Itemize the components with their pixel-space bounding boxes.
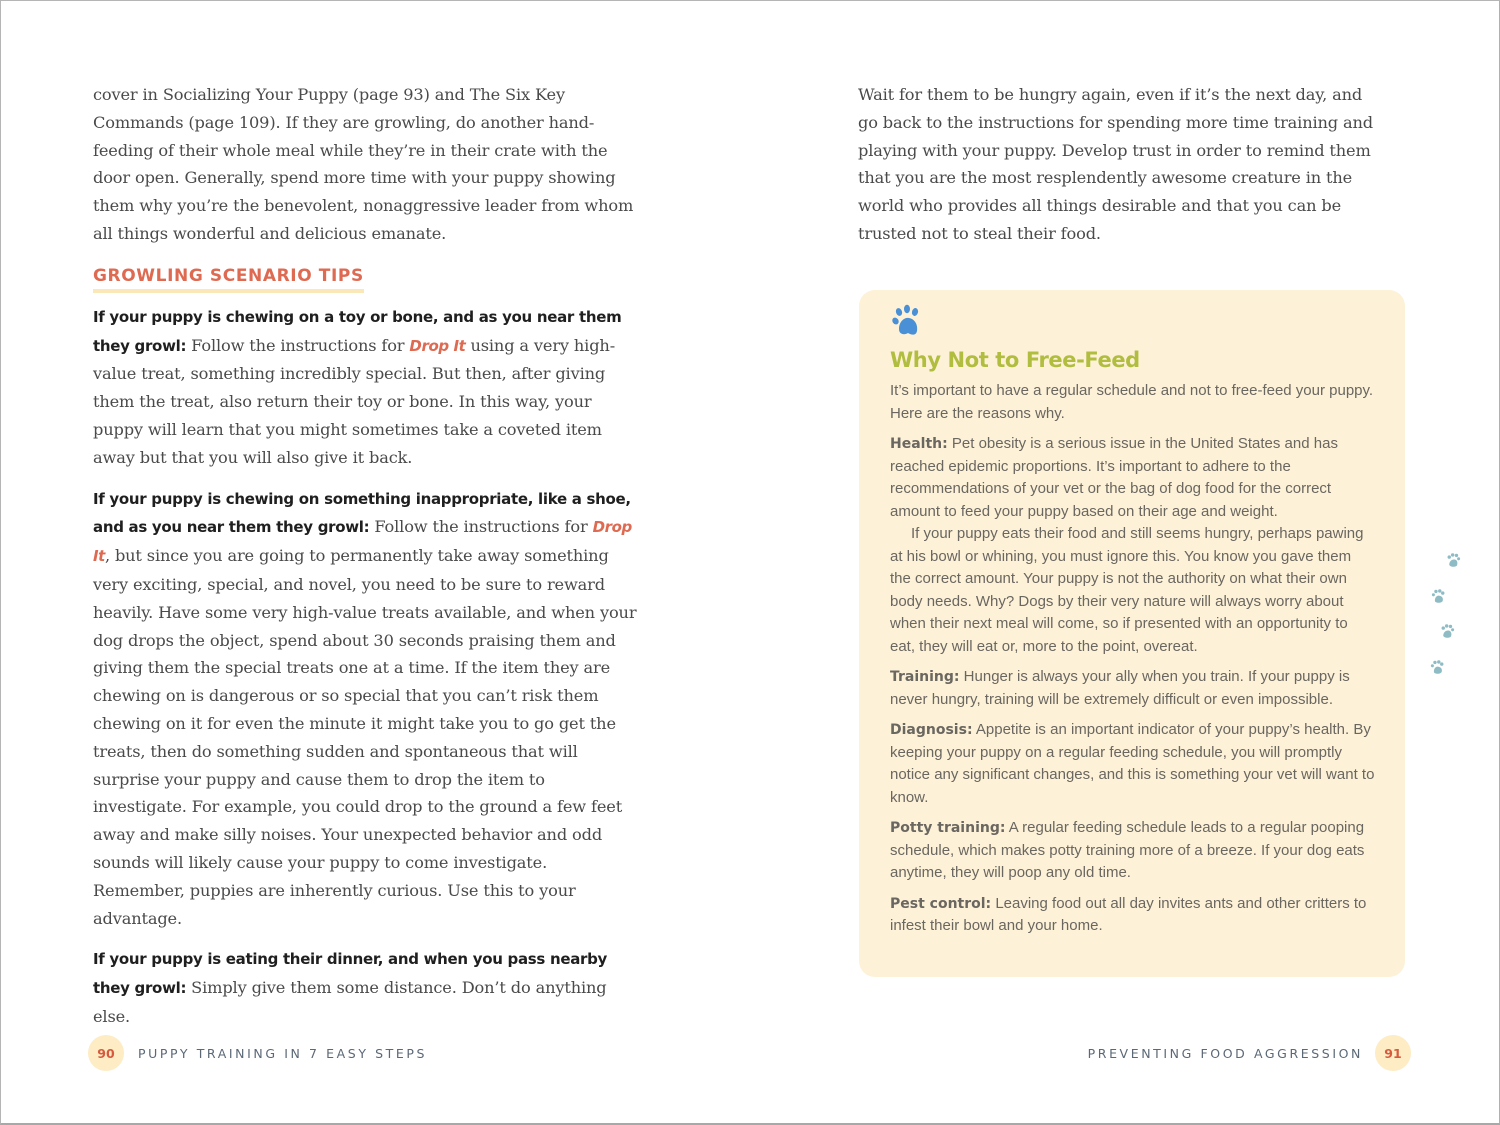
left-column bbox=[93, 81, 641, 1044]
reason-text: A regular feeding schedule leads to a regular pooping schedule, which makes potty training more of a breeze. If your dog eats anytime, they will poop any old time. bbox=[890, 819, 1365, 881]
right-footer bbox=[1088, 1035, 1411, 1071]
reason-text: Pet obesity is a serious issue in the United States and has reached epidemic proportions. It’s important to adhere to the recommendations of your vet or the bag of dog food for the correct amount to feed your puppy based on their age and weight. bbox=[890, 435, 1338, 520]
reason-text: Hunger is always your ally when you train. If your puppy is never hungry, training will be extremely difficult or even impossible. bbox=[890, 668, 1350, 708]
paw-print-trail-icon bbox=[1429, 659, 1446, 676]
tip-text: Follow the instructions for bbox=[369, 517, 593, 537]
reason-lead: Diagnosis: bbox=[890, 722, 973, 738]
left-footer bbox=[88, 1035, 427, 1071]
paw-print-trail bbox=[1425, 550, 1465, 680]
right-column bbox=[858, 81, 1386, 248]
reason-lead: Potty training: bbox=[890, 820, 1006, 836]
left-intro-paragraph: cover in Socializing Your Puppy (page 93) and The Six Key Commands (page 109). If they are growling, do another hand-feeding of their whole meal while they’re in their crate with the door open. Generally, spend more time with your puppy showing them why you’re the benevolent, nonaggressive leader from whom all things wonderful and delicious emanate. bbox=[93, 85, 634, 243]
reason-training bbox=[890, 666, 1375, 711]
paw-print-trail-icon bbox=[1430, 588, 1447, 605]
reason-lead: Pest control: bbox=[890, 895, 992, 912]
section-heading: GROWLING SCENARIO TIPS bbox=[93, 266, 364, 293]
running-head: PUPPY TRAINING IN 7 EASY STEPS bbox=[138, 1045, 428, 1061]
paw-print-trail-icon bbox=[1439, 623, 1456, 640]
tip-toy-or-bone bbox=[93, 303, 641, 472]
tip-eating-dinner bbox=[93, 945, 641, 1030]
tip-lead: If your puppy is eating their dinner, and when you pass nearby they growl: bbox=[93, 950, 608, 998]
reason-lead: Health: bbox=[890, 436, 948, 452]
drop-it-link[interactable]: Drop It bbox=[93, 518, 632, 566]
tip-text: Follow the instructions for bbox=[186, 335, 410, 355]
drop-it-link[interactable]: Drop It bbox=[409, 336, 466, 355]
tip-text: using a very high-value treat, something incredibly special. But then, after giving them the treat, also return their toy or bone. In this way, your puppy will learn that you might sometimes take a coveted item away but that you will also give it back. bbox=[93, 335, 616, 467]
reason-text: Leaving food out all day invites ants and other critters to infest their bowl and your home. bbox=[890, 894, 1367, 934]
paw-print-trail-icon bbox=[1445, 552, 1462, 569]
tip-text: , but since you are going to permanently take away something very exciting, special, and novel, you need to be sure to reward heavily. Have some very high-value treats available, and when your dog drops the object, spend about 30 seconds praising them and giving them the special treats one at a time. If the item they are chewing on is dangerous or so special that you can’t risk them chewing on it for even the minute it might take you to go get the treats, then do something sudden and spontaneous that will surprise your puppy and cause them to drop the item to investigate. For example, you could drop to the ground a few feet away and make silly noises. Your unexpected behavior and odd sounds will likely cause your puppy to come investigate. Remember, puppies are inherently curious. Use this to your advantage. bbox=[93, 546, 637, 928]
page-number-badge: 91 bbox=[1375, 1035, 1411, 1071]
reason-text: Appetite is an important indicator of your puppy’s health. By keeping your puppy on a regular feeding schedule, you will promptly notice any significant changes, and this is something your vet will want to know. bbox=[890, 721, 1375, 806]
reason-lead: Training: bbox=[890, 669, 960, 685]
reason-diagnosis bbox=[890, 719, 1375, 809]
paw-print-icon bbox=[890, 304, 926, 340]
page-number-badge: 90 bbox=[88, 1035, 124, 1071]
reason-health bbox=[890, 433, 1375, 523]
running-head: PREVENTING FOOD AGGRESSION bbox=[1087, 1045, 1363, 1061]
tip-lead: If your puppy is chewing on something inappropriate, like a shoe, and as you near them they growl: bbox=[93, 489, 631, 537]
tip-lead: If your puppy is chewing on a toy or bone, and as you near them they growl: bbox=[93, 307, 622, 355]
sidebar-title: Why Not to Free-Feed bbox=[890, 348, 1140, 372]
right-page bbox=[750, 0, 1500, 1125]
reason-potty-training bbox=[890, 817, 1375, 885]
sidebar-intro: It’s important to have a regular schedule and not to free-feed your puppy. Here are the reasons why. bbox=[890, 382, 1374, 422]
right-intro-paragraph: Wait for them to be hungry again, even if it’s the next day, and go back to the instructions for spending more time training and playing with your puppy. Develop trust in order to remind them that you are the most resplendently awesome creature in the world who provides all things desirable and that you can be trusted not to steal their food. bbox=[858, 85, 1373, 243]
tip-inappropriate-item bbox=[93, 485, 641, 933]
reason-pest-control bbox=[890, 893, 1375, 938]
tip-text: Simply give them some distance. Don’t do anything else. bbox=[93, 978, 607, 1026]
sidebar-box bbox=[859, 290, 1405, 977]
reason-health-continuation: If your puppy eats their food and still seems hungry, perhaps pawing at his bowl or whining, you must ignore this. You know you gave them the correct amount. Your puppy is not the authority on what their own body needs. Why? Dogs by their very nature will always worry about when their next meal will come, so if presented with an opportunity to eat, they will eat or, more to the point, overeat. bbox=[890, 525, 1364, 655]
